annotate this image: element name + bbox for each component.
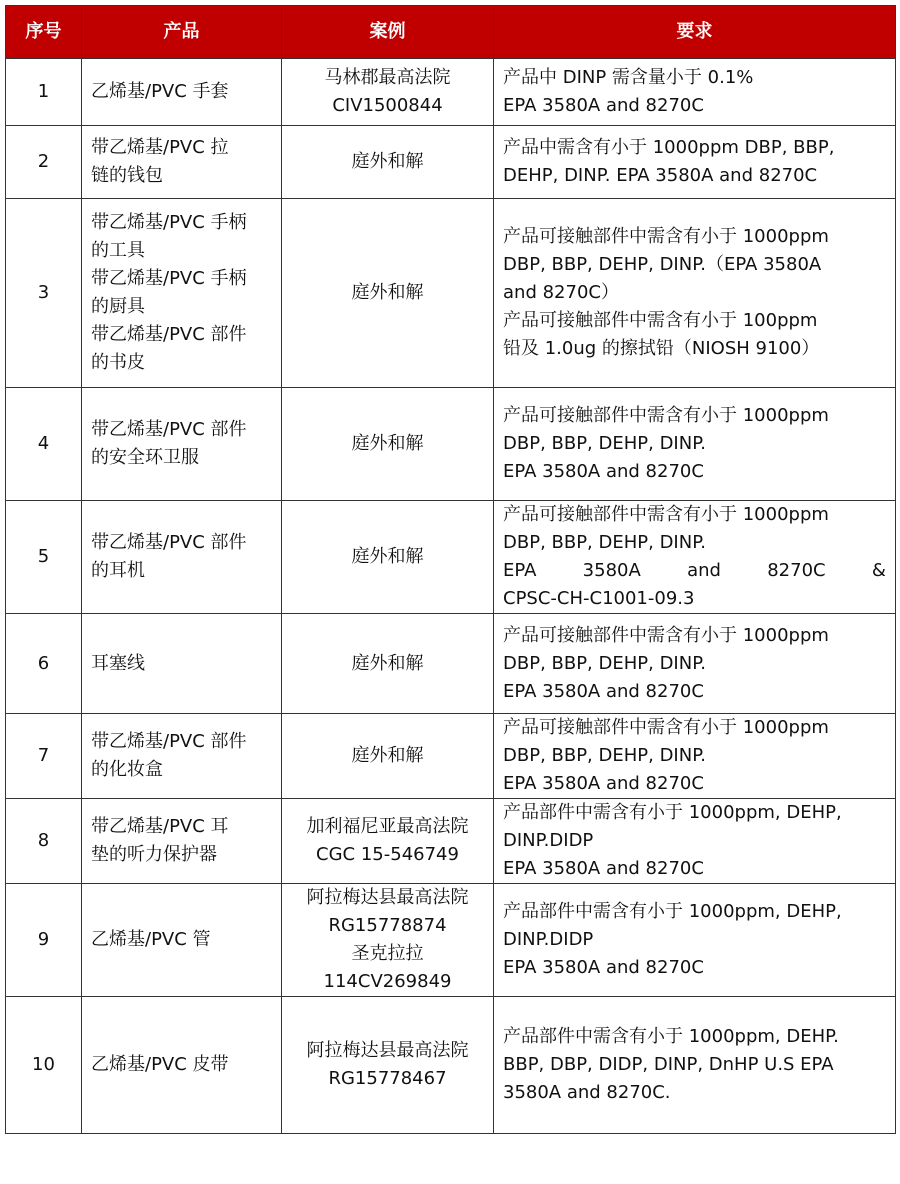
case-line: 阿拉梅达县最高法院 [306,1040,469,1061]
product-cell [82,388,282,501]
case-cell [282,388,494,501]
requirement-line: CPSC-CH-C1001-09.3 [503,588,695,609]
case-line: 庭外和解 [351,546,424,567]
requirement-cell [494,997,896,1134]
requirement-line: 产品可接触部件中需含有小于 1000ppm [503,405,829,426]
product-line: 带乙烯基/PVC 拉 [91,137,229,158]
requirement-line: DBP, BBP, DEHP, DINP. [503,652,706,674]
product-line: 带乙烯基/PVC 部件 [91,324,247,345]
product-line: 的书皮 [91,352,145,373]
product-line: 的耳机 [91,560,145,581]
product-cell [82,501,282,614]
product-line: 乙烯基/PVC 管 [91,929,211,950]
table-row [6,388,896,501]
product-cell [82,199,282,388]
header-product: 产品 [82,6,282,59]
product-line: 带乙烯基/PVC 部件 [91,731,247,752]
product-line: 带乙烯基/PVC 手柄 [91,212,247,233]
case-line: CIV1500844 [332,95,443,116]
case-line: 庭外和解 [351,652,424,674]
case-line: 圣克拉拉 [351,943,424,964]
case-cell [282,799,494,884]
case-cell [282,614,494,714]
requirement-cell [494,59,896,126]
requirement-line: EPA 3580A and 8270C [503,95,704,116]
requirement-line: 产品可接触部件中需含有小于 1000ppm [503,717,829,738]
case-line: RG15778874 [328,915,447,936]
requirement-line: EPA 3580A and 8270C [503,680,704,702]
row-number-cell: 2 [6,126,82,199]
table-row [6,714,896,799]
table-row [6,199,896,388]
requirement-cell [494,714,896,799]
case-line: 加利福尼亚最高法院 [306,816,469,837]
requirement-line: 产品可接触部件中需含有小于 100ppm [503,310,818,331]
product-line: 乙烯基/PVC 手套 [91,81,229,102]
requirement-line: 产品中需含有小于 1000ppm DBP, BBP, [503,137,835,158]
case-line: 庭外和解 [351,151,424,172]
product-line: 链的钱包 [91,165,163,186]
product-line: 乙烯基/PVC 皮带 [91,1054,229,1075]
product-cell [82,59,282,126]
requirement-line: EPA 3580A and 8270C & [503,560,886,581]
case-cell [282,501,494,614]
table-row [6,59,896,126]
case-line: 马林郡最高法院 [324,67,451,88]
case-cell [282,884,494,997]
requirement-line: EPA 3580A and 8270C [503,858,704,879]
product-line: 的工具 [91,240,145,261]
requirement-cell [494,388,896,501]
row-number-cell: 1 [6,59,82,126]
requirement-line: 产品中 DINP 需含量小于 0.1% [503,67,754,88]
product-line: 带乙烯基/PVC 部件 [91,419,247,440]
case-line: 114CV269849 [323,971,452,992]
product-cell [82,799,282,884]
product-line: 带乙烯基/PVC 耳 [91,816,229,837]
requirement-line: 产品部件中需含有小于 1000ppm, DEHP. [503,1026,839,1047]
case-line: 庭外和解 [351,282,424,303]
requirement-cell [494,799,896,884]
requirement-line: 3580A and 8270C. [503,1082,671,1103]
header-case: 案例 [282,6,494,59]
requirement-line: EPA 3580A and 8270C [503,461,704,482]
row-number-cell: 3 [6,199,82,388]
case-line: 庭外和解 [351,433,424,454]
requirement-line: 产品可接触部件中需含有小于 1000ppm [503,504,829,525]
requirement-line: DINP.DIDP [503,830,594,851]
requirement-line: BBP, DBP, DIDP, DINP, DnHP U.S EPA [503,1054,834,1075]
requirements-table [5,5,896,1134]
row-number-cell: 10 [6,997,82,1134]
product-cell [82,714,282,799]
table-row [6,884,896,997]
product-cell [82,997,282,1134]
requirement-cell [494,501,896,614]
table-body [6,59,896,1134]
table-row [6,501,896,614]
row-number-cell: 6 [6,614,82,714]
product-cell [82,614,282,714]
row-number-cell: 5 [6,501,82,614]
table-row [6,614,896,714]
requirement-cell [494,884,896,997]
product-line: 垫的听力保护器 [91,844,217,865]
table-row [6,997,896,1134]
case-line: CGC 15-546749 [316,844,459,865]
product-line: 的安全环卫服 [91,447,199,468]
product-line: 带乙烯基/PVC 部件 [91,532,247,553]
row-number-cell: 8 [6,799,82,884]
row-number-cell: 7 [6,714,82,799]
requirement-line: DINP.DIDP [503,929,594,950]
row-number-cell: 4 [6,388,82,501]
case-cell [282,199,494,388]
requirement-cell [494,614,896,714]
requirement-line: DBP, BBP, DEHP, DINP. [503,433,706,454]
requirement-line: DEHP, DINP. EPA 3580A and 8270C [503,165,818,186]
requirement-line: 产品可接触部件中需含有小于 1000ppm [503,226,829,247]
requirement-line: 产品部件中需含有小于 1000ppm, DEHP, [503,901,842,922]
product-cell [82,884,282,997]
product-line: 耳塞线 [91,652,145,674]
header-no: 序号 [6,6,82,59]
case-line: RG15778467 [328,1068,447,1089]
table-row [6,126,896,199]
case-line: 阿拉梅达县最高法院 [306,887,469,908]
requirement-line: DBP, BBP, DEHP, DINP. [503,745,706,766]
requirement-line: DBP, BBP, DEHP, DINP.（EPA 3580A [503,254,822,275]
case-cell [282,997,494,1134]
table-header-row [6,6,896,59]
requirement-line: 产品可接触部件中需含有小于 1000ppm [503,624,829,646]
case-cell [282,714,494,799]
requirement-line: and 8270C） [503,282,619,303]
requirement-cell [494,126,896,199]
table-row [6,799,896,884]
case-cell [282,59,494,126]
product-cell [82,126,282,199]
product-line: 的厨具 [91,296,145,317]
requirement-line: DBP, BBP, DEHP, DINP. [503,532,706,553]
row-number-cell: 9 [6,884,82,997]
product-line: 带乙烯基/PVC 手柄 [91,268,247,289]
requirement-line: 铅及 1.0ug 的擦拭铅（NIOSH 9100） [503,338,820,359]
requirement-line: EPA 3580A and 8270C [503,957,704,978]
product-line: 的化妆盒 [91,759,163,780]
requirement-line: EPA 3580A and 8270C [503,773,704,794]
requirement-line: 产品部件中需含有小于 1000ppm, DEHP, [503,802,842,823]
requirement-cell [494,199,896,388]
case-cell [282,126,494,199]
case-line: 庭外和解 [351,745,424,766]
header-requirement: 要求 [494,6,896,59]
